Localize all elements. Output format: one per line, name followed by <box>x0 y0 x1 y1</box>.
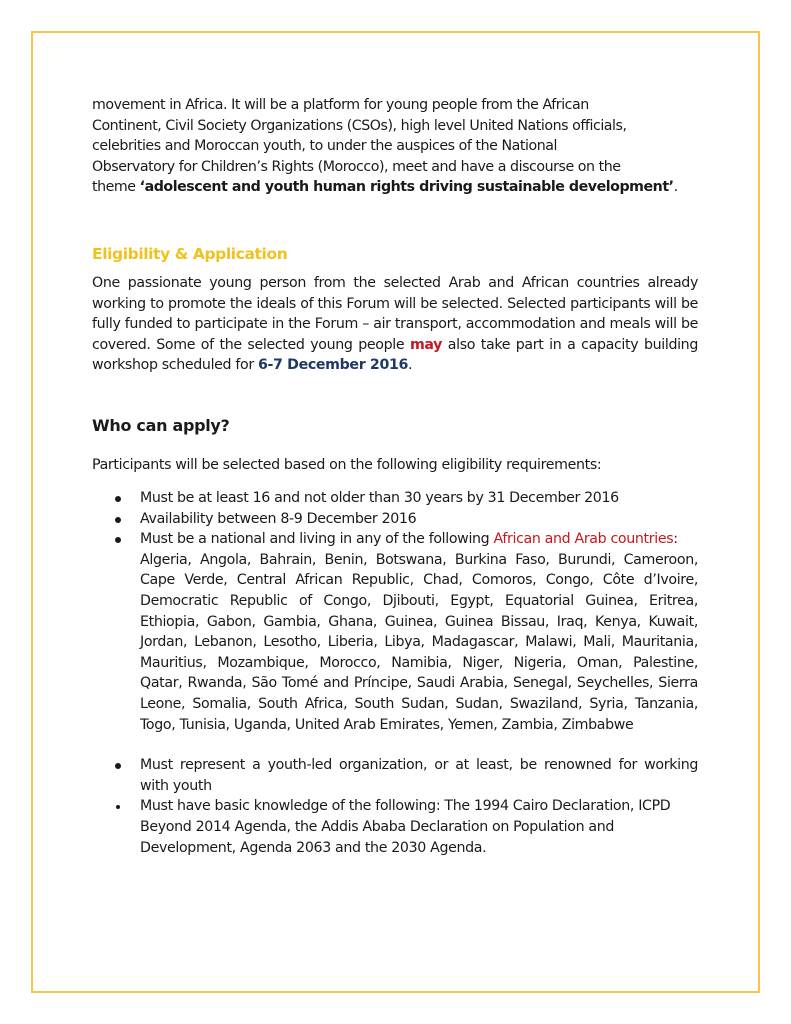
countries-highlight: African and Arab countries <box>493 531 674 548</box>
page-content <box>92 95 698 856</box>
eligibility-text: One passionate young person from the selected Arab and African countries already working to promote the ideals of this Forum will be selected. Selected participants will be fully funded to participate in the Forum – air transport, accommodation and meals will be covered. Some of the selected young people <box>92 275 698 353</box>
requirement-item <box>92 755 698 796</box>
requirement-text: Must be at least 16 and not older than 30 years by 31 December 2016 <box>140 490 619 506</box>
spacer <box>92 735 698 755</box>
eligibility-heading: Eligibility & Application <box>92 245 288 263</box>
colon: : <box>673 531 678 548</box>
bullet-icon <box>115 496 121 502</box>
intro-period: . <box>673 179 678 196</box>
requirement-text: Must be a national and living in any of the following <box>140 531 494 548</box>
bullet-icon <box>115 763 121 769</box>
requirement-item <box>92 796 698 858</box>
bullet-icon <box>115 517 121 523</box>
requirement-text: Must represent a youth-led organization, or at least, be renowned for working with youth <box>140 757 698 794</box>
requirement-item <box>92 529 698 735</box>
eligibility-text: also take part in a capacity building workshop scheduled for <box>92 336 698 374</box>
countries-list: Algeria, Angola, Bahrain, Benin, Botswana, Burkina Faso, Burundi, Cameroon, Cape Verde, Central African Republic, Chad, Comoros, Congo, Côte d’Ivoire, Democratic Republic of Congo, Djibouti, Egypt, Equatorial Guinea, Eritrea, Ethiopia, Gabon, Gambia, Ghana, Guinea, Guinea Bissau, Iraq, Kenya, Kuwait, Jordan, Lebanon, Lesotho, Liberia, Libya, Madagascar, Malawi, Mali, Mauritania, Mauritius, Mozambique, Morocco, Namibia, Niger, Nigeria, Oman, Palestine, Qatar, Rwanda, São Tomé and Príncipe, Saudi Arabia, Senegal, Seychelles, Sierra Leone, Somalia, South Africa, South Sudan, Sudan, Swaziland, Syria, Tanzania, Togo, Tunisia, Uganda, United Arab Emirates, Yemen, Zambia, Zimbabwe <box>140 551 698 733</box>
requirement-text: Must have basic knowledge of the following: The 1994 Cairo Declaration, ICPD Beyond 2014 Agenda, the Addis Ababa Declaration on Population and Development, Agenda 2063 and the 2030 Agenda. <box>140 798 671 856</box>
workshop-dates: 6-7 December 2016 <box>257 357 409 374</box>
eligibility-paragraph <box>92 273 698 376</box>
may-emphasis: may <box>409 336 443 353</box>
intro-line: celebrities and Moroccan youth, to under the auspices of the National <box>92 138 557 155</box>
intro-paragraph <box>92 95 698 198</box>
intro-line: Observatory for Children’s Rights (Morocco), meet and have a discourse on the <box>92 158 621 175</box>
intro-line <box>92 177 698 198</box>
intro-theme-prefix: theme <box>92 179 140 196</box>
who-can-apply-heading: Who can apply? <box>92 416 230 435</box>
requirement-item <box>92 509 698 530</box>
intro-line: Continent, Civil Society Organizations (CSOs), high level United Nations officials, <box>92 117 627 134</box>
requirement-text: Availability between 8-9 December 2016 <box>140 510 417 527</box>
requirements-lead: Participants will be selected based on the following eligibility requirements: <box>92 457 602 473</box>
bullet-icon <box>116 805 120 809</box>
bullet-icon <box>115 537 121 543</box>
requirements-list <box>92 488 698 858</box>
forum-theme: ‘adolescent and youth human rights driving sustainable development’ <box>139 179 674 196</box>
intro-line: movement in Africa. It will be a platform for young people from the African <box>92 97 589 113</box>
requirement-item <box>92 488 698 509</box>
eligibility-period: . <box>408 357 413 374</box>
